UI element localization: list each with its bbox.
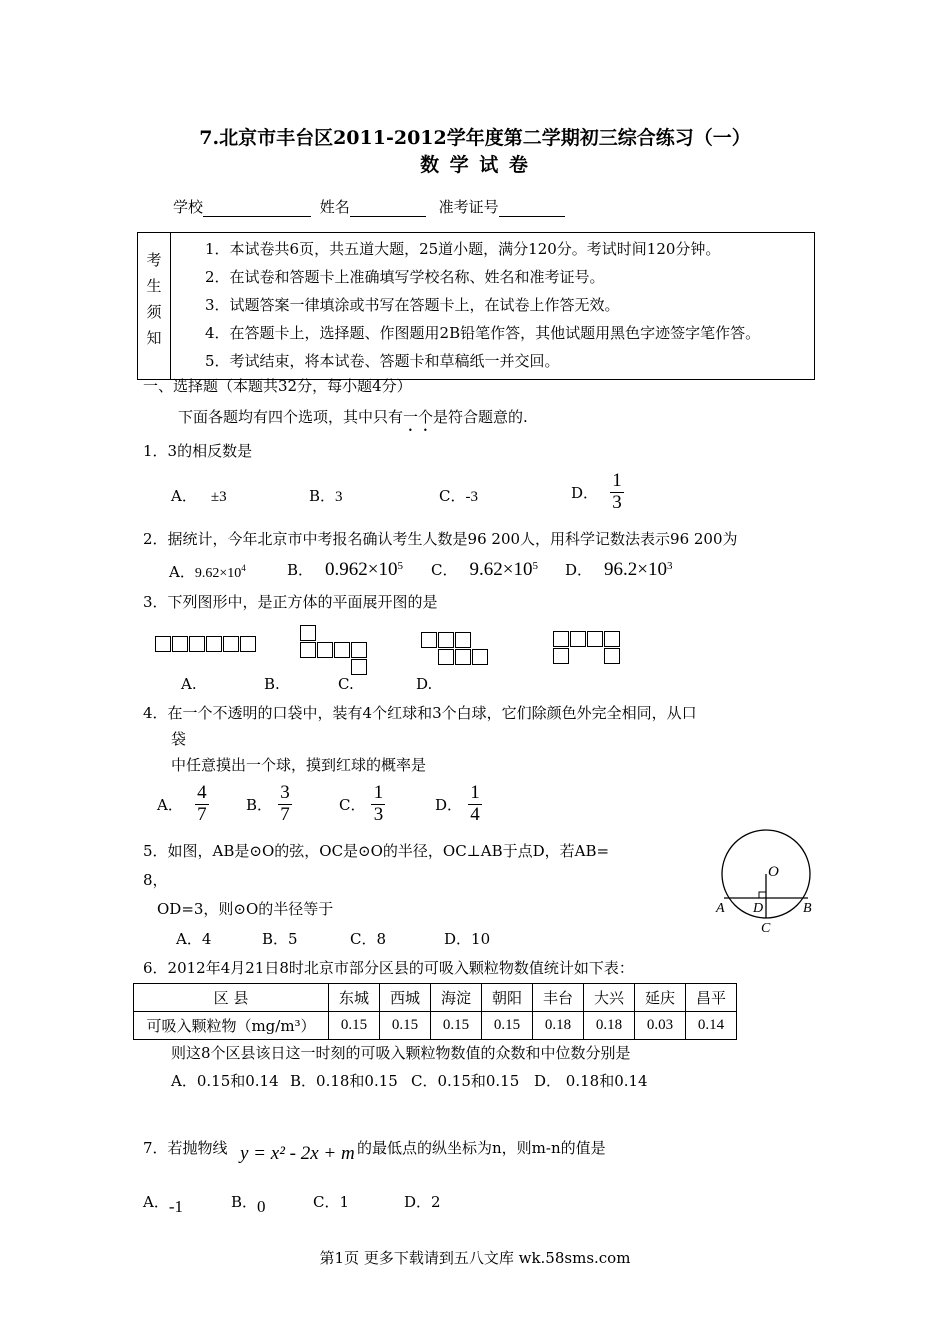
pm-table <box>133 983 737 1040</box>
table-header-cell: 海淀 <box>431 984 482 1012</box>
option-label: A． <box>143 1193 169 1211</box>
option-label: A． <box>157 795 183 814</box>
q2-option-c[interactable] <box>431 559 538 581</box>
notice-label <box>138 233 171 380</box>
notice-item: 3．试题答案一律填涂或书写在答题卡上，在试卷上作答无效。 <box>205 296 620 314</box>
fraction <box>371 783 385 826</box>
option-label: D． <box>565 561 593 579</box>
q2-option-d[interactable] <box>565 559 673 581</box>
name-label: 姓名 <box>319 198 350 216</box>
q6-option-c[interactable]: C．0.15和0.15 <box>411 1072 520 1090</box>
notice-label-char: 知 <box>146 329 162 347</box>
circle-figure <box>712 826 822 938</box>
denominator: 3 <box>373 803 384 825</box>
q7-stem-post: 的最低点的纵坐标为n，则m-n的值是 <box>357 1139 606 1157</box>
q6-option-b[interactable]: B．0.18和0.15 <box>290 1072 398 1090</box>
q4-option-c[interactable] <box>339 783 385 826</box>
option-label: A． <box>171 487 197 505</box>
label-a: A <box>716 901 725 916</box>
option-label: C． <box>431 561 458 579</box>
notice-item: 2．在试卷和答题卡上准确填写学校名称、姓名和准考证号。 <box>205 268 605 286</box>
option-value: 9.62×10 <box>194 566 242 581</box>
option-label: D． <box>435 795 463 814</box>
q4-option-d[interactable] <box>435 783 482 826</box>
q2-option-a[interactable] <box>169 561 246 582</box>
option-label: A． <box>169 563 195 581</box>
notice-item: 5．考试结束，将本试卷、答题卡和草稿纸一并交回。 <box>205 352 560 370</box>
option-value: -3 <box>465 489 478 505</box>
fraction <box>610 471 624 514</box>
q1-option-b[interactable] <box>309 485 343 506</box>
denominator: 3 <box>612 491 622 513</box>
numerator: 1 <box>373 782 384 803</box>
label-c: C <box>761 921 771 936</box>
q2-stem: 2．据统计，今年北京市中考报名确认考生人数是96 200人，用科学记数法表示96 200为 <box>143 530 738 548</box>
option-value: 0.962×10 <box>325 559 398 580</box>
q7-stem-pre: 7．若抛物线 <box>143 1139 228 1157</box>
q7-option-a[interactable] <box>143 1191 184 1216</box>
numerator: 4 <box>197 782 207 803</box>
q3-option-b[interactable]: B. <box>264 675 280 693</box>
table-row <box>134 1012 737 1040</box>
instruction-text: 是符合题意的. <box>433 408 528 426</box>
q4-stem: 4．在一个不透明的口袋中，装有4个红球和3个白球，它们除颜色外完全相同，从口 <box>143 704 697 722</box>
table-header-row <box>134 984 737 1012</box>
exponent: 5 <box>532 560 538 572</box>
q5-stem: 5．如图，AB是⊙O的弦，OC是⊙O的半径，OC⊥AB于点D，若AB= <box>143 842 610 860</box>
table-cell: 0.15 <box>431 1012 482 1040</box>
table-header-cell: 昌平 <box>686 984 737 1012</box>
exam-id-label: 准考证号 <box>438 198 499 216</box>
q4-stem-cont: 袋 <box>171 730 187 748</box>
q5-option-b[interactable]: B．5 <box>262 930 298 948</box>
table-cell: 0.15 <box>329 1012 380 1040</box>
option-value: ±3 <box>210 489 227 505</box>
option-label: B． <box>246 795 273 814</box>
option-label: B． <box>309 487 336 505</box>
table-cell: 可吸入颗粒物（mg/m³） <box>134 1012 329 1040</box>
table-header-cell: 大兴 <box>584 984 635 1012</box>
q7-option-b[interactable] <box>231 1191 266 1216</box>
q1-stem: 1．3的相反数是 <box>143 442 253 460</box>
q1-option-a[interactable] <box>171 485 227 506</box>
notice-label-char: 生 <box>146 277 162 295</box>
notice-label-char: 须 <box>146 303 162 321</box>
exponent: 4 <box>241 563 246 573</box>
denominator: 7 <box>197 803 207 825</box>
info-fields <box>173 196 565 217</box>
notice-label-char: 考 <box>146 251 162 269</box>
table-cell: 0.14 <box>686 1012 737 1040</box>
q6-stem: 6．2012年4月21日8时北京市部分区县的可吸入颗粒物数值统计如下表： <box>143 959 634 977</box>
q4-stem-cont: 中任意摸出一个球，摸到红球的概率是 <box>171 756 427 774</box>
option-value: 3 <box>335 489 343 505</box>
table-header-cell: 西城 <box>380 984 431 1012</box>
label-b: B <box>803 901 812 916</box>
table-header-cell: 朝阳 <box>482 984 533 1012</box>
denominator: 7 <box>280 803 290 825</box>
table-cell: 0.18 <box>584 1012 635 1040</box>
name-blank[interactable] <box>350 200 426 217</box>
q3-option-c[interactable]: C. <box>338 675 354 693</box>
fraction <box>468 783 482 826</box>
exponent: 5 <box>397 560 403 572</box>
q5-stem-cont: OD=3，则⊙O的半径等于 <box>157 900 334 918</box>
table-header-cell: 延庆 <box>635 984 686 1012</box>
numerator: 3 <box>280 782 290 803</box>
q1-option-d[interactable] <box>571 471 624 514</box>
table-cell: 0.03 <box>635 1012 686 1040</box>
q3-option-d[interactable]: D. <box>416 675 433 693</box>
notice-table <box>137 232 815 380</box>
table-cell: 0.15 <box>482 1012 533 1040</box>
notice-items <box>171 233 815 380</box>
notice-item: 1．本试卷共6页，共五道大题，25道小题，满分120分。考试时间120分钟。 <box>205 240 721 258</box>
exam-id-blank[interactable] <box>499 200 565 217</box>
table-header-cell: 东城 <box>329 984 380 1012</box>
table-header-cell: 丰台 <box>533 984 584 1012</box>
q5-option-a[interactable]: A．4 <box>176 930 212 948</box>
label-o: O <box>768 864 779 880</box>
instruction-emphasis: 一个 <box>403 408 434 426</box>
notice-item: 4．在答题卡上，选择题、作图题用2B铅笔作答，其他试题用黑色字迹签字笔作答。 <box>205 324 761 342</box>
q7-formula: y = x² - 2x + m <box>240 1143 355 1164</box>
option-label: C． <box>339 795 366 814</box>
section-instruction <box>178 406 528 435</box>
q6-option-a[interactable]: A．0.15和0.14 <box>171 1072 279 1090</box>
q3-stem: 3．下列图形中，是正方体的平面展开图的是 <box>143 593 438 611</box>
option-value: 0 <box>257 1197 266 1216</box>
table-header-cell: 区 县 <box>134 984 329 1012</box>
exponent: 3 <box>667 560 673 572</box>
page-subtitle: 数 学 试 卷 <box>420 154 530 176</box>
numerator: 1 <box>612 470 622 491</box>
fraction <box>278 783 292 826</box>
q6-question: 则这8个区县该日这一时刻的可吸入颗粒物数值的众数和中位数分别是 <box>171 1044 631 1062</box>
table-cell: 0.18 <box>533 1012 584 1040</box>
numerator: 1 <box>470 782 480 803</box>
fraction <box>195 783 209 826</box>
option-value: 96.2×10 <box>604 559 667 580</box>
school-blank[interactable] <box>203 200 311 217</box>
option-label: B． <box>287 561 314 579</box>
q1-option-c[interactable] <box>439 485 478 506</box>
q7-option-c[interactable]: C．1 <box>313 1193 350 1211</box>
option-value: 9.62×10 <box>469 559 533 580</box>
school-label: 学校 <box>173 198 204 216</box>
option-value: -1 <box>168 1197 184 1216</box>
page-footer: 第1页 更多下载请到五八文库 wk.58sms.com <box>319 1249 631 1267</box>
q7-option-d[interactable]: D．2 <box>404 1193 441 1211</box>
q5-option-c[interactable]: C．8 <box>350 930 387 948</box>
q3-option-a[interactable]: A. <box>181 675 197 693</box>
q4-option-a[interactable] <box>157 783 209 826</box>
instruction-text: 下面各题均有四个选项，其中只有 <box>178 408 404 426</box>
q5-option-d[interactable]: D．10 <box>444 930 491 948</box>
table-cell: 0.15 <box>380 1012 431 1040</box>
right-angle-mark <box>759 892 766 898</box>
option-label: D． <box>571 483 599 502</box>
option-label: B． <box>231 1193 258 1211</box>
q4-option-b[interactable] <box>246 783 292 826</box>
denominator: 4 <box>470 803 480 825</box>
option-label: C． <box>439 487 466 505</box>
page-title: 7.北京市丰台区2011-2012学年度第二学期初三综合练习（一） <box>199 127 751 149</box>
q5-stem-cont: 8， <box>143 871 168 889</box>
q2-option-b[interactable] <box>287 559 403 581</box>
section-heading: 一、选择题（本题共32分，每小题4分） <box>143 377 412 395</box>
q6-option-d[interactable]: D． 0.18和0.14 <box>534 1072 648 1090</box>
label-d: D <box>753 901 764 916</box>
